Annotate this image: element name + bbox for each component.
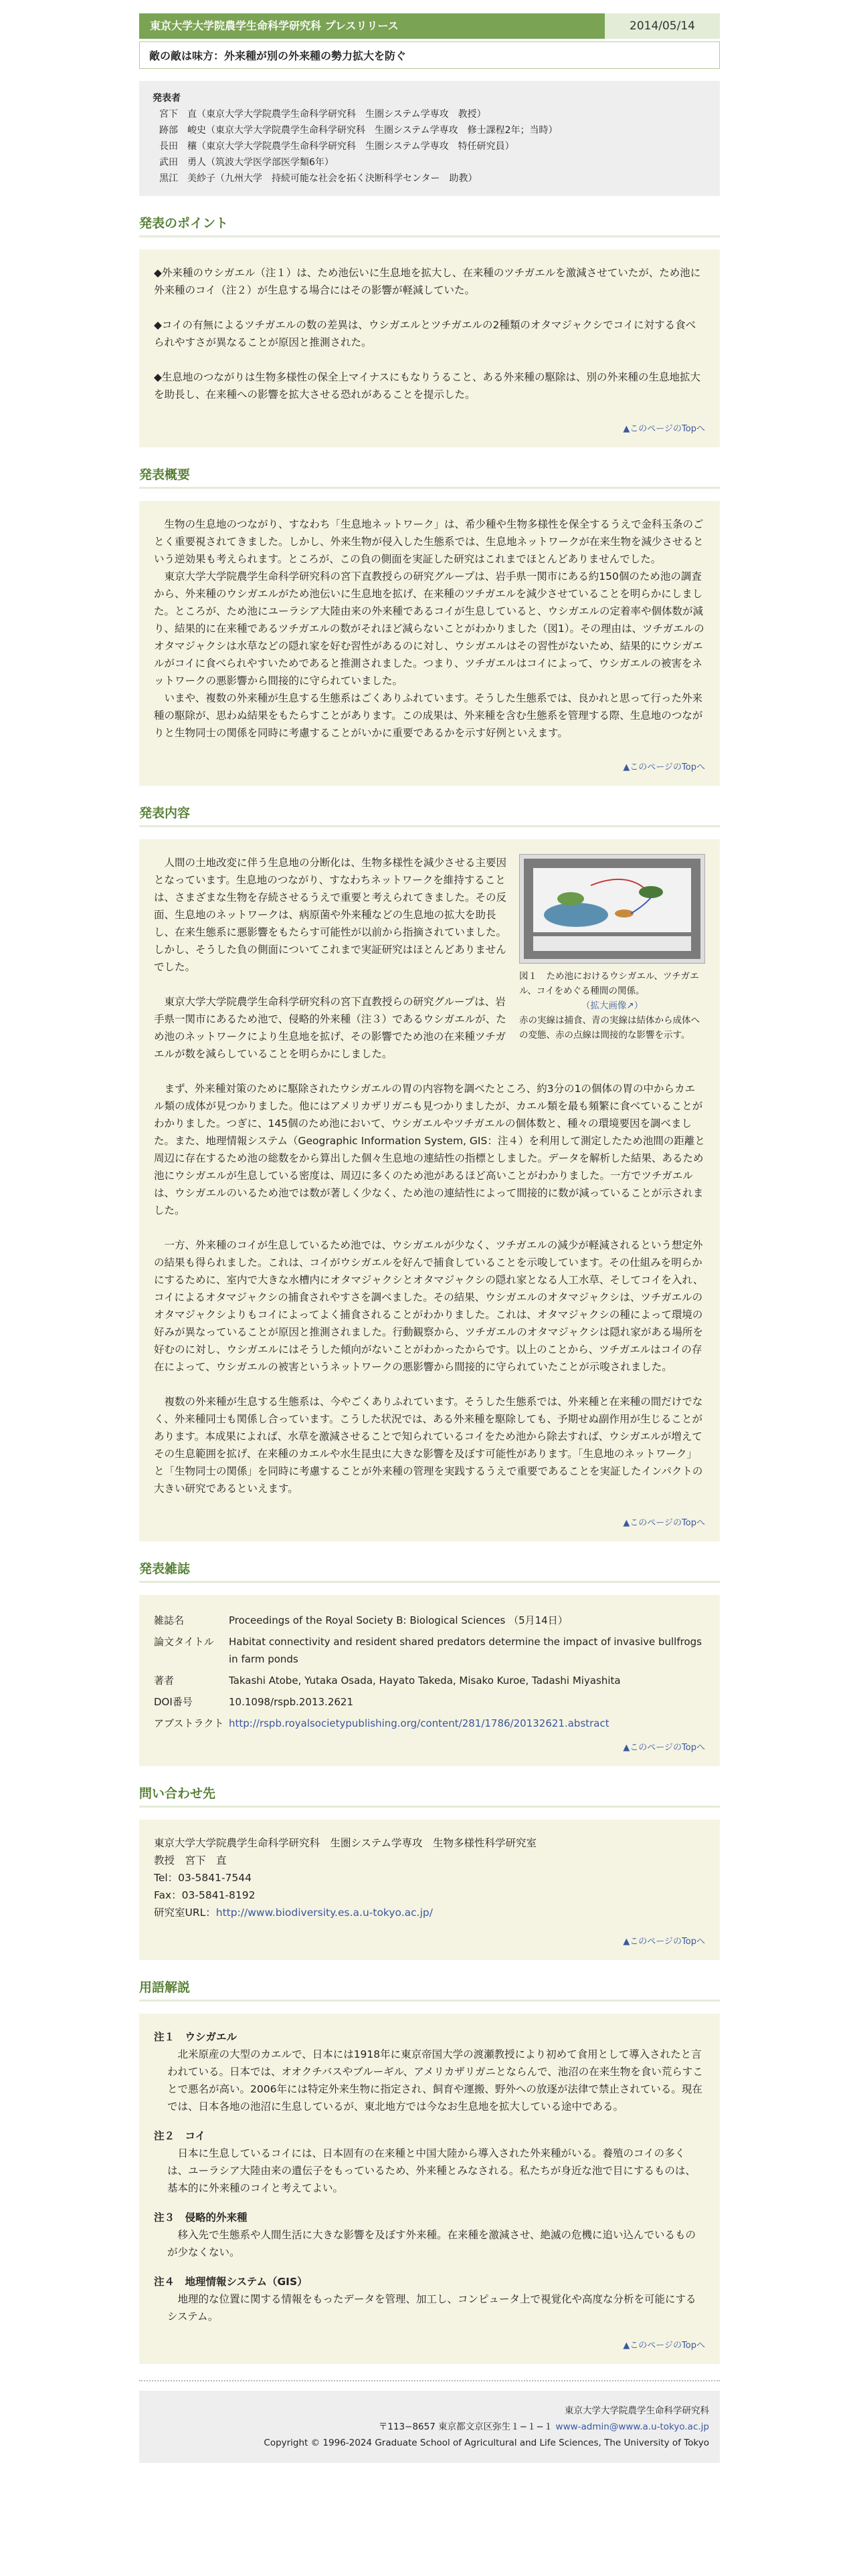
term-description: 移入先で生態系や人間生活に大きな影響を及ぼす外来種。在来種を激減させ、絶滅の危機に追い込んでいるものが少なくない。 [167, 2229, 696, 2258]
header-date: 2014/05/14 [605, 13, 720, 39]
contact-line: Fax：03-5841-8192 [154, 1889, 256, 1901]
summary-paragraph: いまや、複数の外来種が生息する生態系はごくありふれています。そうした生態系では、良かれと思って行った外来種の駆除が、思わぬ結果をもたらすことがあります。この成果は、外来種を含む生態系を管理する際、生息地のつながりと生物同士の関係を同時に考慮することがいかに重要であるかを示す好例といえます。 [154, 692, 703, 739]
term-title: 注３ 侵略的外来種 [154, 2212, 248, 2224]
section-heading-contact: 問い合わせ先 [139, 1784, 720, 1808]
content-paragraph: 人間の土地改変に伴う生息地の分断化は、生物多様性を減少させる主要因となっています。生息地のつながり、すなわちネットワークを維持することは、さまざまな生物を存続させるうえで重要と考えられてきました。その反面、生息地のネットワークは、病原菌や外来種などの生息地の拡大を助長し、在来生態系に悪影響をもたらす可能性が以前から指摘されていました。しかし、そうした負の側面についてこれまで実証研究はほとんどありませんでした。 [154, 857, 507, 973]
journal-value: 10.1098/rspb.2013.2621 [229, 1696, 353, 1708]
summary-paragraph: 東京大学大学院農学生命科学研究科の宮下直教授らの研究グループは、岩手県一関市にある約150個のため池の調査から、外来種のウシガエルがため池伝いに生息地を拡げ、在来種のツチガエルを減少させていることを明らかにしました。ところが、ため池にユーラシア大陸由来の外来種であるコイが生息していると、ウシガエルの定着率や個体数が減り、結果的に在来種であるツチガエルの数がそれほど減らないことがわかりました（図1）。その理由は、ツチガエルのオタマジャクシは水草などの隠れ家を好む習性があるのに対し、ウシガエルはその習性がないため、結果的にウシガエルがコイに食べられやすいためであると推測されました。つまり、ツチガエルはコイによって、ウシガエルの被害をネットワークの悪影響から間接的に守られていました。 [154, 570, 704, 687]
back-to-top-label[interactable]: ▲このページのTopへ [623, 762, 705, 772]
page-title: 敵の敵は味方：外来種が別の外来種の勢力拡大を防ぐ [139, 41, 720, 69]
back-to-top-link[interactable] [154, 1933, 705, 1951]
back-to-top-link[interactable] [154, 421, 705, 438]
contact-line: 東京大学大学院農学生命科学研究科 生圏システム学専攻 生物多様性科学研究室 [154, 1837, 537, 1849]
journal-key: 著者 [154, 1675, 175, 1687]
journal-value: Habitat connectivity and resident shared predators determine the impact of invasive bullfrogs in farm ponds [229, 1636, 702, 1665]
figure-caption: 図１ ため池におけるウシガエル、ツチガエル、コイをめぐる種間の関係。 [519, 971, 699, 996]
contact-line: 教授 宮下 直 [154, 1854, 227, 1866]
lab-url-link[interactable]: http://www.biodiversity.es.a.u-tokyo.ac.jp/ [215, 1907, 433, 1919]
point-item: ◆コイの有無によるツチガエルの数の差異は、ウシガエルとツチガエルの2種類のオタマジャクシでコイに対する食べられやすさが異なることが原因と推測された。 [154, 319, 696, 348]
contact-line: Tel：03-5841-7544 [154, 1872, 252, 1884]
content-paragraph: まず、外来種対策のために駆除されたウシガエルの胃の内容物を調べたところ、約3分の1の個体の胃の中からカエル類の成体が見つかりました。他にはアメリカザリガニも見つかりましたが、カエル類を最も頻繁に食べていることがわかりました。つぎに、145個のため池において、ウシガエルやツチガエルの個体数と、種々の環境要因を調べました。また、地理情報システム（Geographic Information System, GIS：注４）を利用して測定したため池間の距離と周辺に存在するため池の総数をから算出した個々生息地の連結性の指標としました。データを解析した結果、あるため池にウシガエルが生息している密度は、周辺に多くのため池があるほど高いことがわかりました。一方でツチガエルは、ウシガエルのいるため池では数が著しく少なく、ため池の連結性によって間接的に数が減っていることが示されました。 [154, 1083, 705, 1216]
section-heading-journal: 発表雑誌 [139, 1559, 720, 1583]
journal-key: アブストラクト [154, 1717, 224, 1729]
back-to-top-label[interactable]: ▲このページのTopへ [623, 2341, 705, 2351]
contact-url-line [154, 1904, 705, 1921]
table-row [154, 1670, 705, 1691]
contact-panel [139, 1820, 720, 1960]
journal-key: 雑誌名 [154, 1614, 185, 1626]
section-heading-points: 発表のポイント [139, 213, 720, 237]
back-to-top-label[interactable]: ▲このページのTopへ [623, 424, 705, 434]
glossary-panel [139, 2014, 720, 2364]
footer [139, 2391, 720, 2463]
figure-1 [519, 854, 705, 1043]
contact-url-label: 研究室URL： [154, 1907, 216, 1919]
header-banner [139, 13, 720, 39]
content-paragraph: 複数の外来種が生息する生態系は、今やごくありふれています。そうした生態系では、外来種と在来種の間だけでなく、外来種同士も関係し合っています。こうした状況では、ある外来種を駆除しても、予期せぬ副作用が生じることがあります。本成果によれば、水草を激減させることで知られているコイをため池から除去すれば、ウシガエルが増えてその生息範囲を拡げ、在来種のカエルや水生昆虫に大きな影響を及ぼす可能性があります。「生息地のネットワーク」と「生物同士の関係」を同時に考慮することが外来種の管理を実践するうえで重要であることを実証したインパクトの大きい研究であるといえます。 [154, 1396, 703, 1495]
summary-paragraph: 生物の生息地のつながり、すなわち「生息地ネットワーク」は、希少種や生物多様性を保全するうえで金科玉条のごとく重要視されてきました。しかし、外来生物が侵入した生態系では、生息地ネットワークが在来生物を減少させるという逆効果も考えられます。ところが、この負の側面を実証した研究はこれまでほとんどありませんでした。 [154, 518, 704, 565]
glossary-term [154, 2273, 705, 2325]
figure-note: 赤の実線は捕食、青の実線は結体から成体への変態、赤の点線は間接的な影響を示す。 [519, 1015, 700, 1041]
figure-image-frame[interactable] [519, 854, 705, 964]
section-heading-glossary: 用語解説 [139, 1977, 720, 2002]
back-to-top-link[interactable] [154, 2337, 705, 2355]
table-row [154, 1713, 705, 1734]
term-title: 注１ ウシガエル [154, 2031, 237, 2043]
glossary-term [154, 2209, 705, 2261]
presenters-label: 発表者 [153, 93, 181, 104]
glossary-term [154, 2028, 705, 2115]
presenters-box [139, 81, 720, 196]
back-to-top-label[interactable]: ▲このページのTopへ [623, 1743, 705, 1753]
figure-zoom-link[interactable]: （拡大画像↗） [581, 1000, 644, 1011]
footer-address: 〒113−8657 東京都文京区弥生１−１−１ [378, 2422, 553, 2432]
presenter: 武田 勇人（筑波大学医学部医学類6年） [159, 157, 334, 168]
journal-key: DOI番号 [154, 1696, 193, 1708]
content-panel [139, 839, 720, 1541]
table-row [154, 1691, 705, 1713]
footer-email-link[interactable]: www-admin@www.a.u-tokyo.ac.jp [555, 2422, 709, 2432]
presenter: 宮下 直（東京大学大学院農学生命科学研究科 生圏システム学専攻 教授） [159, 109, 486, 120]
footer-address-line [150, 2419, 709, 2435]
points-panel [139, 249, 720, 447]
point-item: ◆外来種のウシガエル（注１）は、ため池伝いに生息地を拡大し、在来種のツチガエルを激減させていたが、ため池に外来種のコイ（注２）が生息する場合にはその影響が軽減していた。 [154, 267, 701, 296]
footer-copyright: Copyright © 1996-2024 Graduate School of Agricultural and Life Sciences, The University of Tokyo [264, 2438, 709, 2448]
footer-org: 東京大学大学院農学生命科学研究科 [565, 2405, 709, 2416]
content-paragraph: 東京大学大学院農学生命科学研究科の宮下直教授らの研究グループは、岩手県一関市にあるため池で、侵略的外来種（注３）であるウシガエルが、ため池のネットワークにより生息地を拡げ、その影響でため池の在来種ツチガエルが数を減らしていることを明らかにしました。 [154, 996, 506, 1060]
section-heading-summary: 発表概要 [139, 465, 720, 489]
abstract-link[interactable]: http://rspb.royalsocietypublishing.org/content/281/1786/20132621.abstract [229, 1717, 609, 1729]
pond-diagram-icon [524, 859, 700, 959]
term-description: 日本に生息しているコイには、日本固有の在来種と中国大陸から導入された外来種がいる。養殖のコイの多くは、ユーラシア大陸由来の遺伝子をもっているため、外来種とみなされる。私たちが身近な池で目にするものは、基本的に外来種のコイと考えてよい。 [167, 2147, 696, 2194]
header-org: 東京大学大学院農学生命科学研究科 プレスリリース [139, 13, 605, 39]
term-title: 注４ 地理情報システム（GIS） [154, 2276, 308, 2288]
presenter: 長田 穰（東京大学大学院農学生命科学研究科 生圏システム学専攻 特任研究員） [159, 141, 514, 152]
section-heading-content: 発表内容 [139, 803, 720, 827]
figure-image[interactable] [524, 859, 700, 959]
term-title: 注２ コイ [154, 2130, 206, 2142]
footer-divider [139, 2380, 720, 2381]
journal-value: Proceedings of the Royal Society B: Biological Sciences （5月14日） [229, 1614, 568, 1626]
back-to-top-link[interactable] [154, 1515, 705, 1532]
journal-value: Takashi Atobe, Yutaka Osada, Hayato Takeda, Misako Kuroe, Tadashi Miyashita [229, 1675, 621, 1687]
content-paragraph: 一方、外来種のコイが生息しているため池では、ウシガエルが少なく、ツチガエルの減少が軽減されるという想定外の結果も得られました。これは、コイがウシガエルを好んで捕食していることを示唆しています。その仕組みを明らかにするために、室内で大きな水槽内にオタマジャクシとオタマジャクシの隠れ家となる人工水草、そしてコイを入れ、コイによるオタマジャクシの捕食されやすさを調べました。その結果、ウシガエルのオタマジャクシは、ツチガエルのオタマジャクシよりもコイによってよく捕食されることがわかりました。これは、オタマジャクシの種によって環境の好みが異なっていることが原因と推測されました。行動観察から、ツチガエルのオタマジャクシは隠れ家がある場所を好むのに対し、ウシガエルにはそうした傾向がないことがわかったからです。以上のことから、ツチガエルはコイの存在によって、ウシガエルの被害というネットワークの悪影響から間接的に守られていたことが示唆されました。 [154, 1239, 704, 1373]
back-to-top-link[interactable] [154, 1739, 705, 1757]
term-description: 北米原産の大型のカエルで、日本には1918年に東京帝国大学の渡瀬教授により初めて食用として導入されたと言われている。日本では、オオクチバスやブルーギル、アメリカザリガニとならんで、池沼の在来生物を食い荒らすことで悪名が高い。2006年には特定外来生物に指定され、飼育や運搬、野外への放逐が法律で禁止されている。現在では、日本各地の池沼に生息しているが、東北地方では今なお生息地を拡大している途中である。 [167, 2048, 703, 2113]
point-item: ◆生息地のつながりは生物多様性の保全上マイナスにもなりうること、ある外来種の駆除は、別の外来種の生息地拡大を助長し、在来種への影響を拡大させる恐れがあることを提示した。 [154, 371, 700, 401]
back-to-top-label[interactable]: ▲このページのTopへ [623, 1518, 705, 1528]
table-row [154, 1610, 705, 1631]
glossary-term [154, 2127, 705, 2197]
journal-key: 論文タイトル [154, 1636, 214, 1648]
summary-panel [139, 501, 720, 786]
presenter: 跡部 峻史（東京大学大学院農学生命科学研究科 生圏システム学専攻 修士課程2年；当時） [159, 125, 558, 136]
journal-table [154, 1610, 705, 1734]
term-description: 地理的な位置に関する情報をもったデータを管理、加工し、コンピュータ上で視覚化や高度な分析を可能にするシステム。 [167, 2293, 696, 2323]
journal-panel [139, 1595, 720, 1766]
back-to-top-label[interactable]: ▲このページのTopへ [623, 1937, 705, 1947]
table-row [154, 1631, 705, 1670]
presenter: 黒江 美紗子（九州大学 持続可能な社会を拓く決断科学センター 助教） [159, 173, 478, 184]
page [139, 0, 720, 2463]
back-to-top-link[interactable] [154, 759, 705, 776]
